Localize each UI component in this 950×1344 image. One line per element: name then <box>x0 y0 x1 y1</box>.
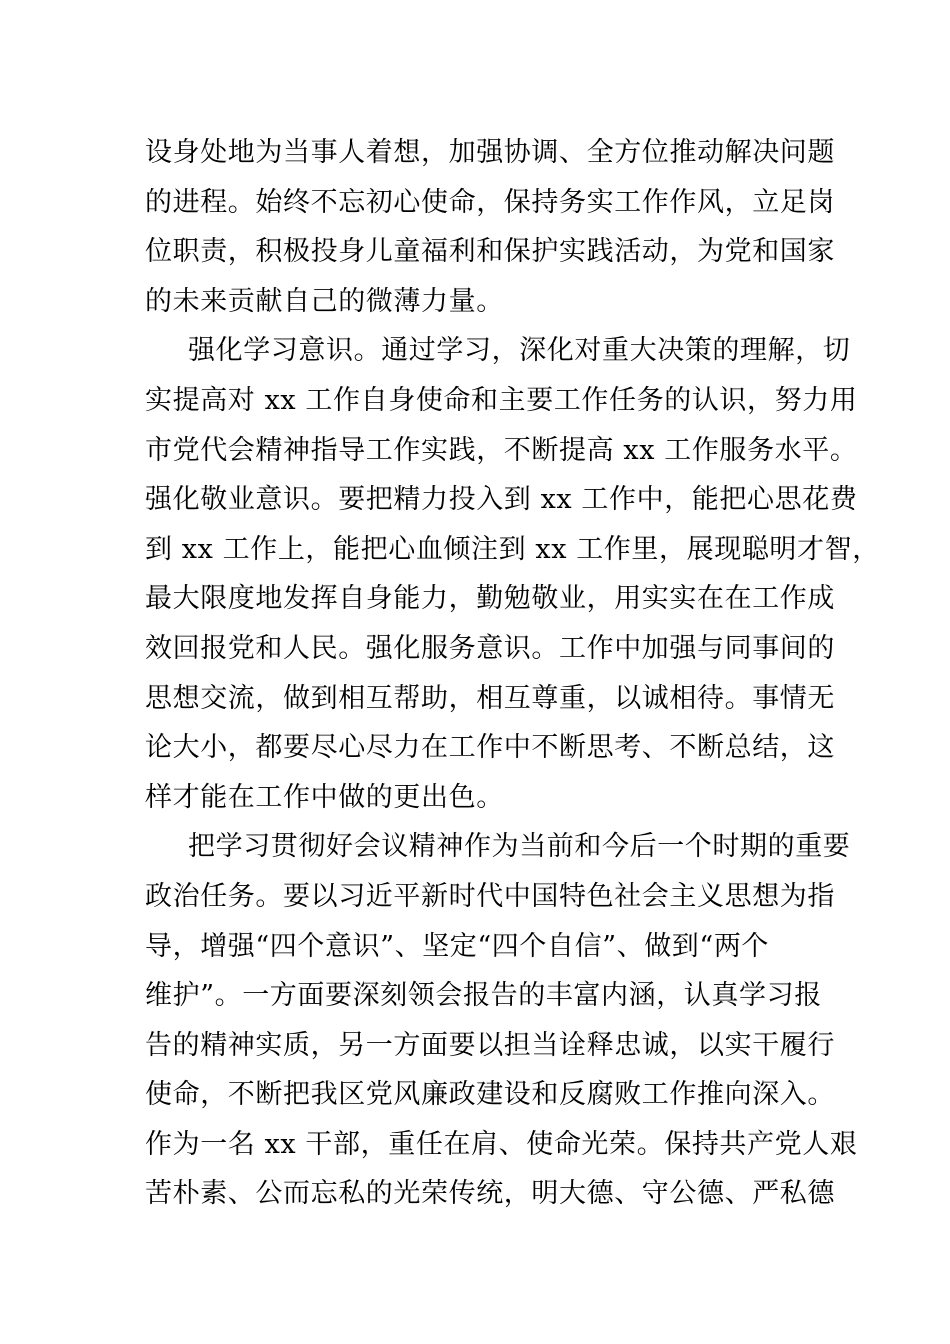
text-line: 最大限度地发挥自身能力，勤勉敬业，用实实在在工作成 <box>145 583 835 615</box>
text-line: 导，增强“四个意识”、坚定“四个自信”、做到“两个 <box>145 930 770 962</box>
document-body-text <box>145 128 880 1219</box>
text-line: 告的精神实质，另一方面要以担当诠释忠诚，以实干履行 <box>145 1029 835 1061</box>
text-line: 政治任务。要以习近平新时代中国特色社会主义思想为指 <box>145 880 835 912</box>
text-line: 作为一名 xx 干部，重任在肩、使命光荣。保持共产党人艰 <box>145 1128 858 1160</box>
text-line: 市党代会精神指导工作实践，不断提高 xx 工作服务水平。 <box>145 434 858 466</box>
text-line: 到 xx 工作上，能把心血倾注到 xx 工作里，展现聪明才智， <box>145 533 880 565</box>
text-line: 的进程。始终不忘初心使命，保持务实工作作风，立足岗 <box>145 186 835 218</box>
text-line: 效回报党和人民。强化服务意识。工作中加强与同事间的 <box>145 632 835 664</box>
text-line: 维护”。一方面要深刻领会报告的丰富内涵，认真学习报 <box>145 980 822 1012</box>
text-line: 设身处地为当事人着想，加强协调、全方位推动解决问题 <box>145 137 835 168</box>
text-line: 论大小，都要尽心尽力在工作中不断思考、不断总结，这 <box>145 732 835 764</box>
text-line: 思想交流，做到相互帮助，相互尊重，以诚相待。事情无 <box>145 682 835 714</box>
text-line: 的未来贡献自己的微薄力量。 <box>145 285 504 317</box>
paragraph-first-line: 强化学习意识。通过学习，深化对重大决策的理解，切 <box>188 335 851 367</box>
text-line: 样才能在工作中做的更出色。 <box>145 781 504 813</box>
text-line: 苦朴素、公而忘私的光荣传统，明大德、守公德、严私德 <box>145 1178 835 1210</box>
text-line: 强化敬业意识。要把精力投入到 xx 工作中，能把心思花费 <box>145 484 858 516</box>
text-line: 位职责，积极投身儿童福利和保护实践活动，为党和国家 <box>145 236 835 268</box>
text-line: 使命，不断把我区党风廉政建设和反腐败工作推向深入。 <box>145 1079 835 1111</box>
paragraph-first-line: 把学习贯彻好会议精神作为当前和今后一个时期的重要 <box>188 831 851 863</box>
text-line: 实提高对 xx 工作自身使命和主要工作任务的认识，努力用 <box>145 384 858 416</box>
